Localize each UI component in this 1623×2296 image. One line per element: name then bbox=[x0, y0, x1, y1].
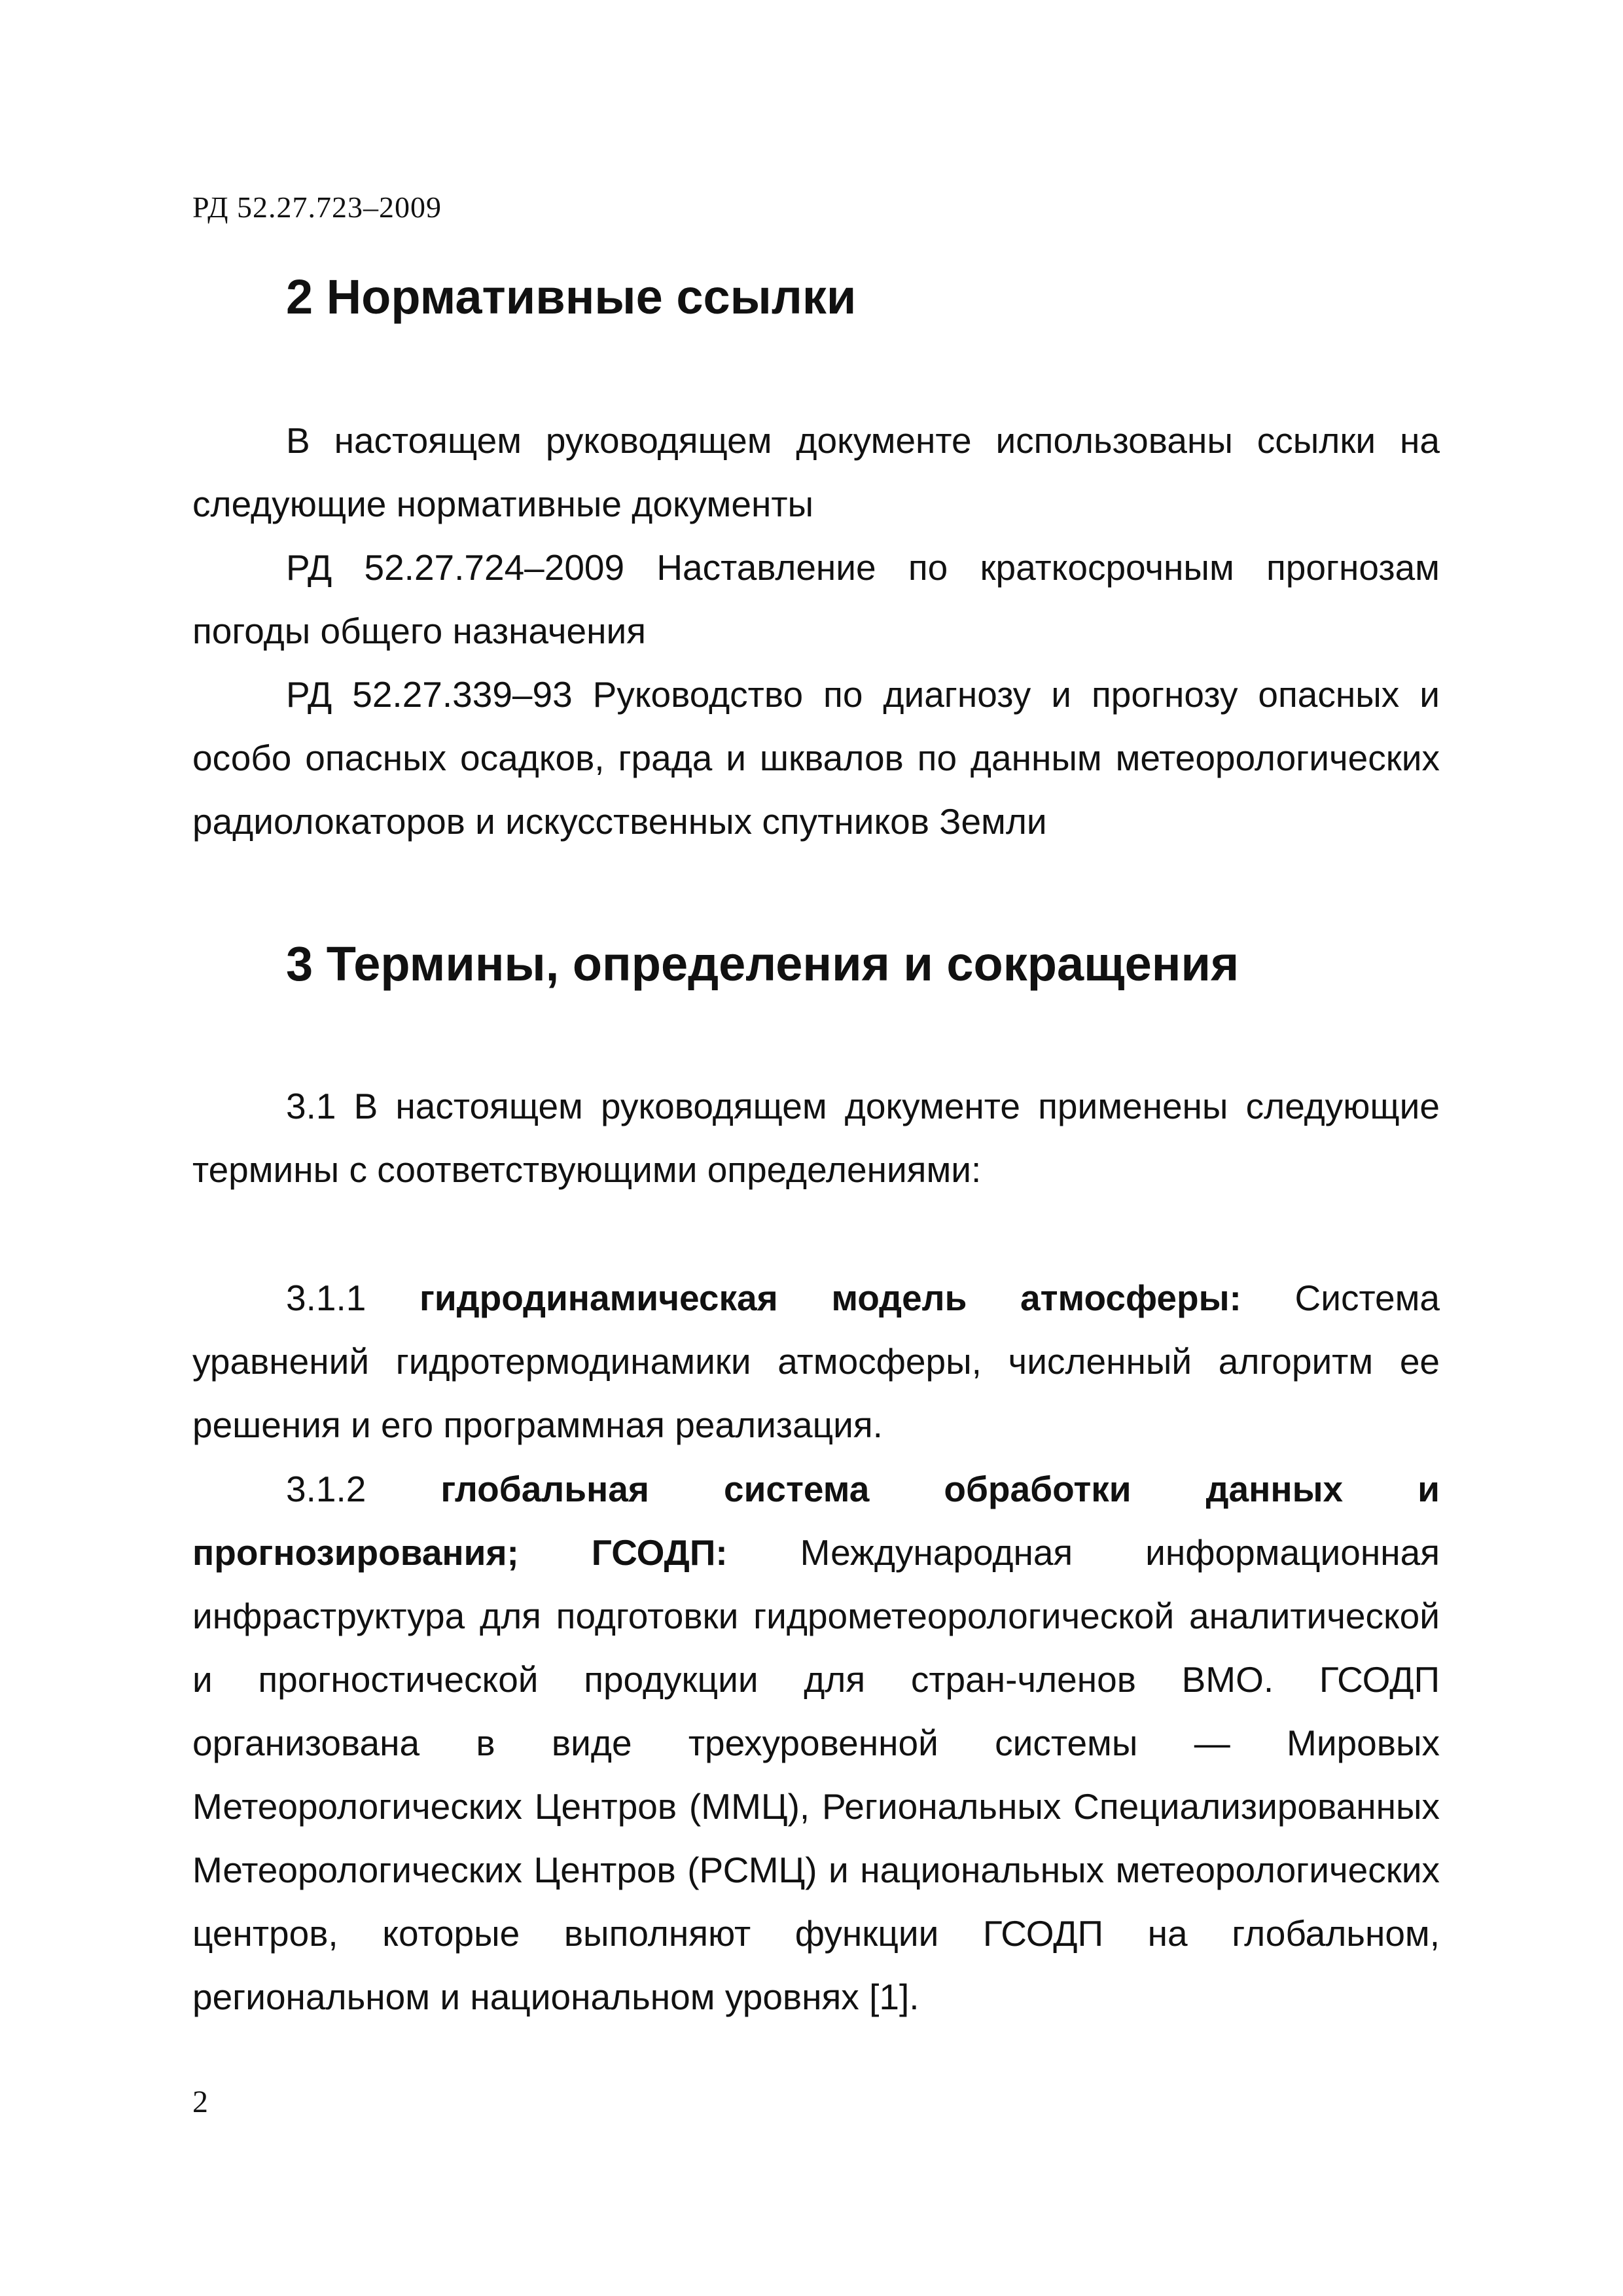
term-definition bbox=[192, 1266, 1440, 1457]
term-definition-text: Международная информационная инфраструктура для подготовки гидрометеорологической аналитической и прогностической продукции для стран-членов ВМО. ГСОДП организована в виде трехуровенной системы — Мировых Метеорологических Центров (ММЦ), Региональных Специализированных Метеорологических Центров (РСМЦ) и национальных метеорологических центров, которые выполняют функции ГСОДП на глобальном, региональном и национальном уровнях [1]. bbox=[192, 1532, 1440, 2017]
page-number: 2 bbox=[192, 2085, 208, 2119]
section-3-intro: 3.1 В настоящем руководящем документе применены следующие термины с соответствующими определениями: bbox=[192, 1086, 1440, 1190]
term-number: 3.1.1 bbox=[286, 1278, 366, 1318]
term-name: гидродинамическая модель атмосферы: bbox=[419, 1278, 1241, 1318]
term-name: глобальная система обработки данных и прогнозирования; ГСОДП: bbox=[192, 1469, 1440, 1573]
reference-item: РД 52.27.339–93 Руководство по диагнозу и прогнозу опасных и особо опасных осадков, града и шквалов по данным метеорологических радиолокаторов и искусственных спутников Земли bbox=[192, 674, 1440, 842]
term-definition bbox=[192, 1458, 1440, 2029]
running-header: РД 52.27.723–2009 bbox=[192, 190, 442, 224]
reference-item: РД 52.27.724–2009 Наставление по краткосрочным прогнозам погоды общего назначения bbox=[192, 547, 1440, 651]
term-number: 3.1.2 bbox=[286, 1469, 366, 1509]
section-3-title: 3 Термины, определения и сокращения bbox=[286, 937, 1240, 991]
term-definition-text: Система уравнений гидротермодинамики атмосферы, численный алгоритм ее решения и его программная реализация. bbox=[192, 1278, 1440, 1445]
section-2-intro: В настоящем руководящем документе использованы ссылки на следующие нормативные документы bbox=[192, 420, 1440, 524]
section-2-title: 2 Нормативные ссылки bbox=[286, 270, 857, 324]
